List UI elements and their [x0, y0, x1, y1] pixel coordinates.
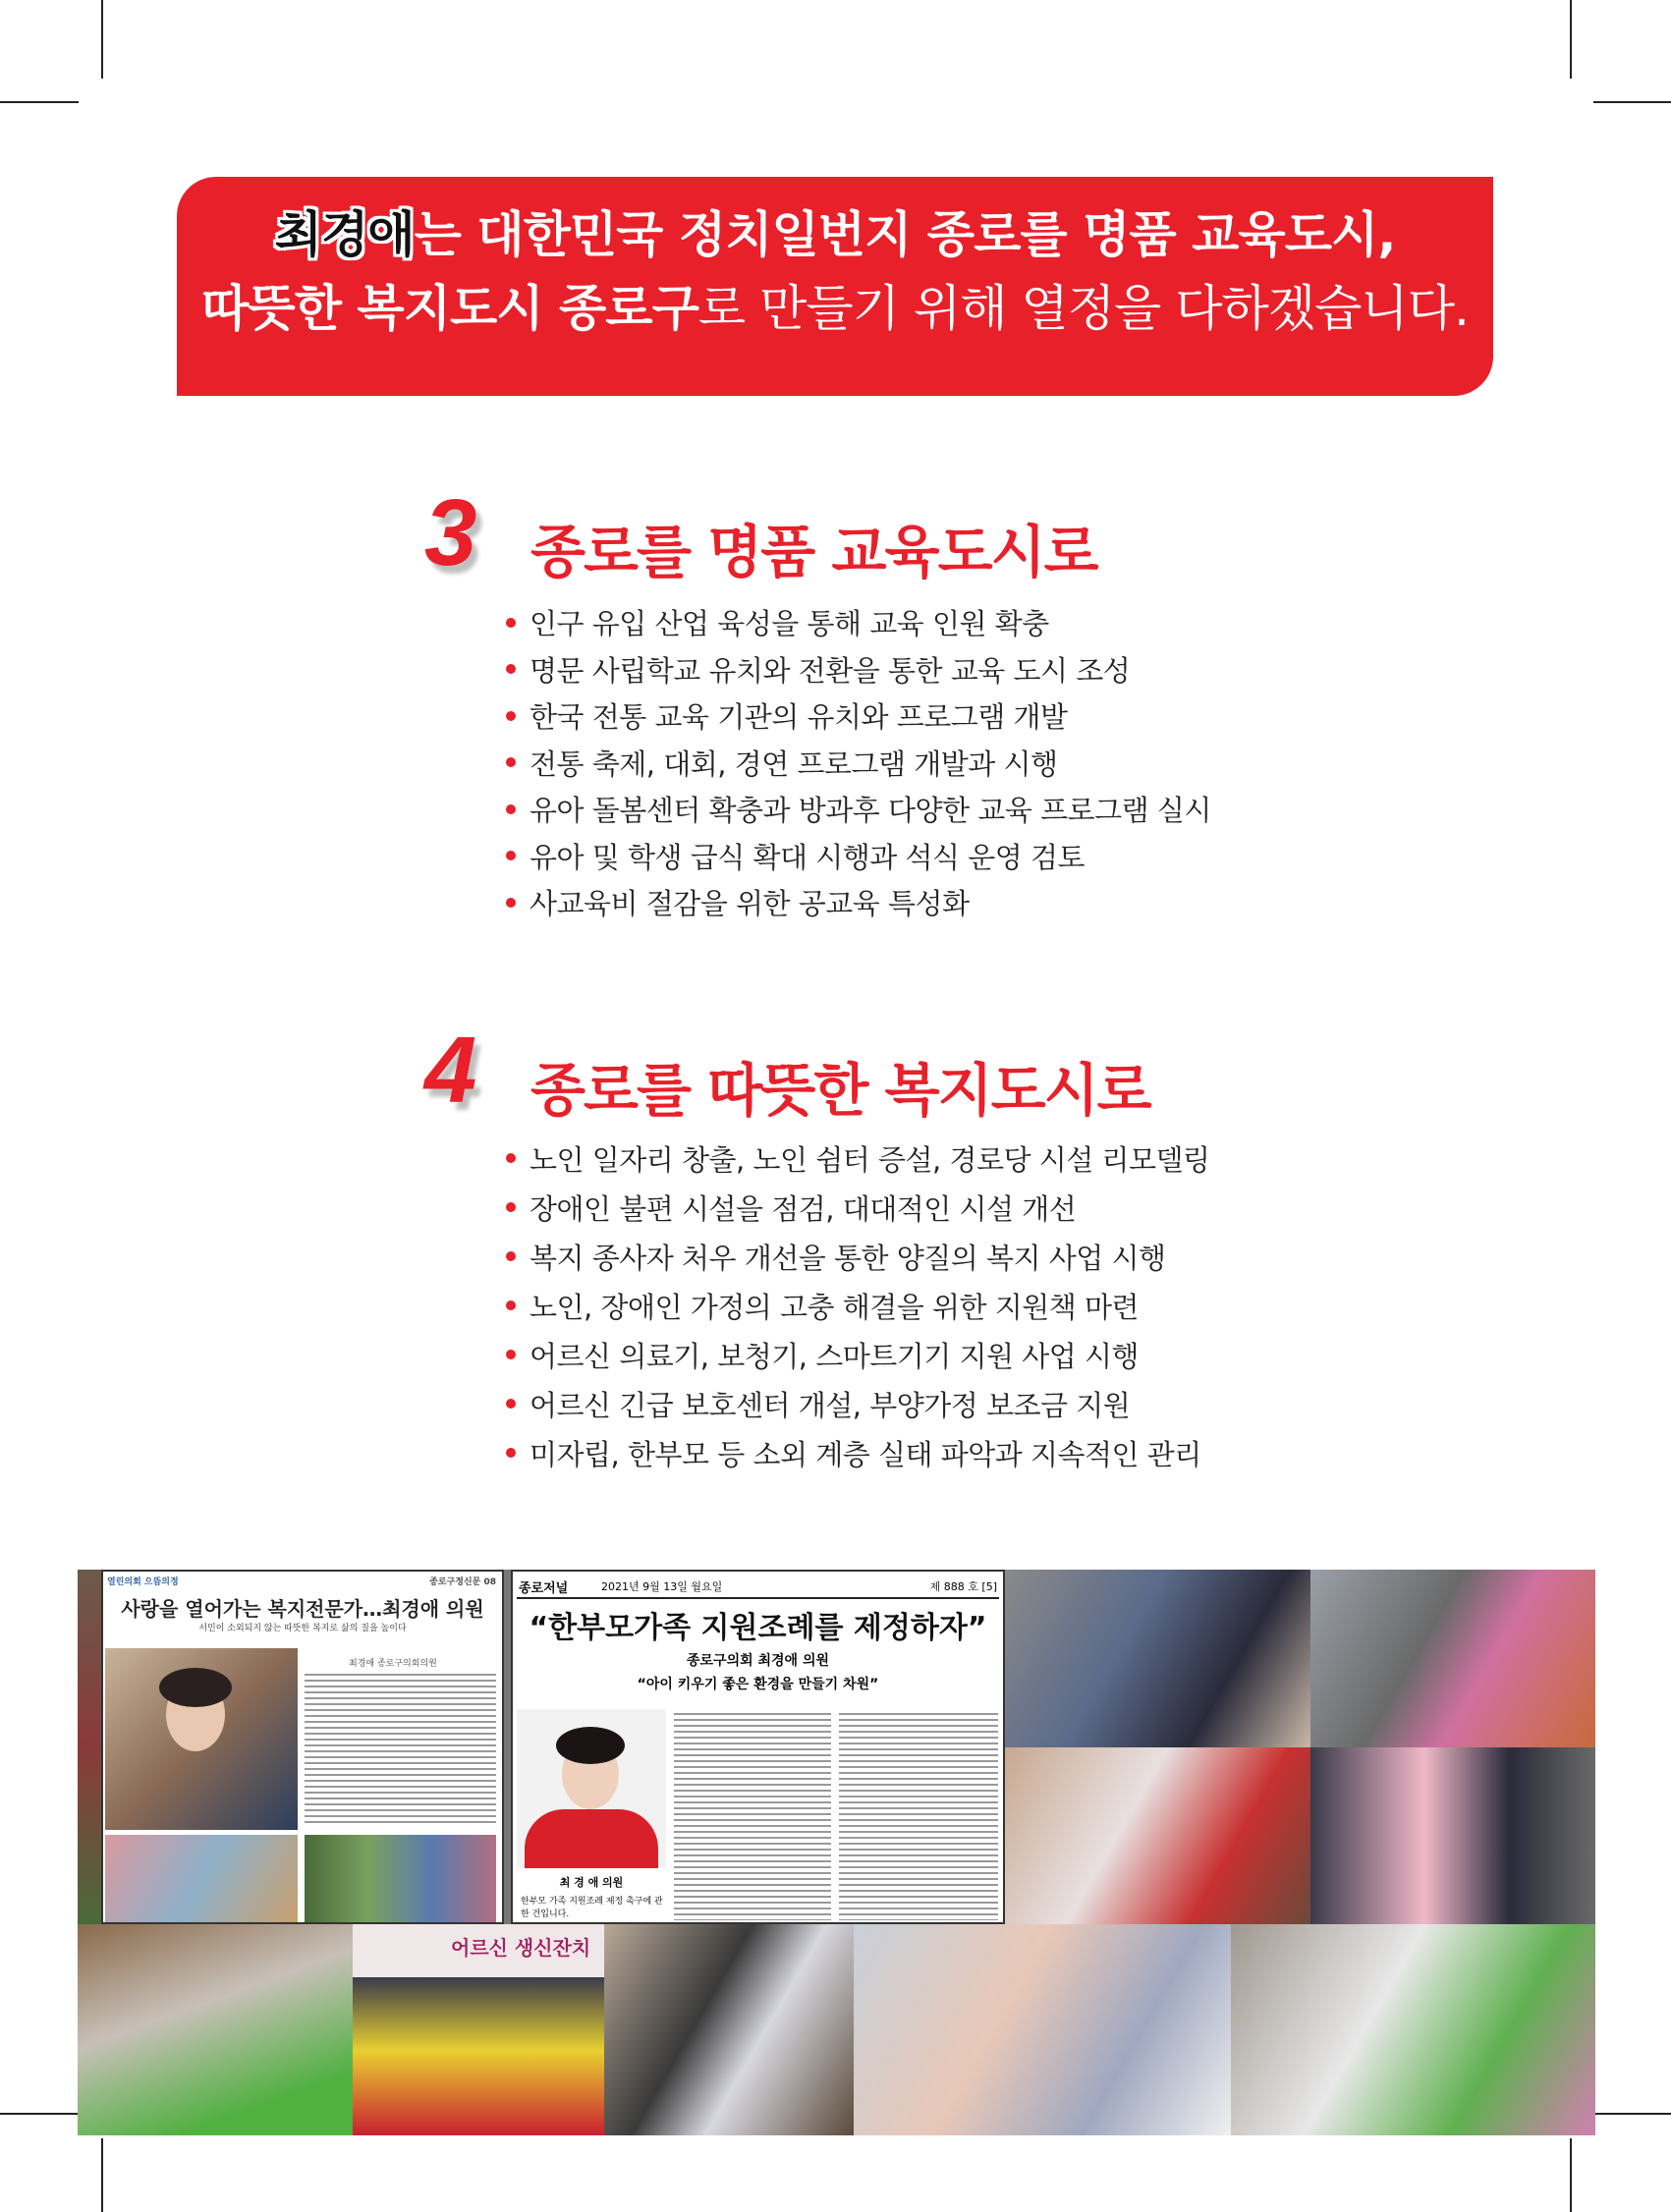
- pledge-list: [506, 1134, 1210, 1477]
- photo: [1310, 1570, 1595, 1747]
- newspaper-masthead: 열린의회 으뜸의정: [107, 1577, 179, 1587]
- photo-caption: 한부모 가족 지원조례 제정 촉구에 관한 건입니다.: [521, 1897, 663, 1919]
- bullet-icon: [506, 1251, 516, 1261]
- photo: [854, 1924, 1231, 2135]
- slogan-line1: 는 대한민국 정치일번지 종로를 명품 교육도시,: [414, 206, 1396, 263]
- photo: [78, 1924, 353, 2135]
- crop-mark: [1570, 2138, 1572, 2212]
- newspaper-clipping-1: [101, 1570, 504, 1924]
- bullet-icon: [506, 1300, 516, 1310]
- list-item: 장애인 불편 시설을 점검, 대대적인 시설 개선: [506, 1183, 1210, 1232]
- crop-mark: [1570, 0, 1572, 79]
- crop-mark: [0, 101, 79, 103]
- photo: [1231, 1924, 1595, 2135]
- newspaper-clipping-2: [511, 1570, 1005, 1924]
- photo: [1005, 1747, 1310, 1924]
- slogan-banner: [177, 177, 1493, 396]
- section-number: 3: [424, 480, 477, 585]
- bullet-icon: [506, 1350, 516, 1359]
- photo: [105, 1835, 298, 1923]
- bullet-icon: [506, 1399, 516, 1409]
- newspaper-headline: 사랑을 열어가는 복지전문가…최경애 의원: [121, 1597, 484, 1621]
- newspaper-subhead: 서민이 소외되지 않는 따뜻한 복지로 삶의 질을 높이다: [198, 1624, 407, 1633]
- bullet-icon: [506, 804, 516, 814]
- list-item: 어르신 의료기, 보청기, 스마트기기 지원 사업 시행: [506, 1330, 1210, 1379]
- list-item: 미자립, 한부모 등 소외 계층 실태 파악과 지속적인 관리: [506, 1428, 1210, 1477]
- portrait-photo: [517, 1709, 666, 1868]
- photo: [105, 1648, 298, 1830]
- bullet-icon: [506, 1202, 516, 1212]
- bullet-icon: [506, 664, 516, 674]
- section-title: 종로를 명품 교육도시로: [530, 519, 1097, 585]
- list-item: 어르신 긴급 보호센터 개설, 부양가정 보조금 지원: [506, 1379, 1210, 1428]
- list-item: 인구 유입 산업 육성을 통해 교육 인원 확충: [506, 599, 1211, 646]
- newspaper-subhead: “아이 키우기 좋은 환경을 만들기 차원”: [637, 1677, 879, 1692]
- photo-collage: [78, 1570, 1595, 2135]
- crop-mark: [101, 2138, 103, 2212]
- photo: [1005, 1570, 1310, 1747]
- photo: [353, 1924, 604, 2135]
- crop-mark: [1593, 101, 1671, 103]
- list-item: 유아 돌봄센터 확충과 방과후 다양한 교육 프로그램 실시: [506, 786, 1211, 833]
- candidate-name: 최경애: [274, 206, 415, 263]
- article-text: [839, 1709, 998, 1920]
- bullet-icon: [506, 851, 516, 860]
- newspaper-date: 2021년 9월 13일 월요일: [601, 1580, 723, 1593]
- list-item: 명문 사립학교 유치와 전환을 통한 교육 도시 조성: [506, 646, 1211, 693]
- newspaper-name: 종로구정신문 08: [429, 1577, 496, 1587]
- slogan-line2: 로 만들기 위해 열정을 다하겠습니다.: [697, 280, 1469, 337]
- newspaper-headline: “한부모가족 지원조례를 제정하자”: [529, 1611, 987, 1645]
- list-item: 사교육비 절감을 위한 공교육 특성화: [506, 879, 1211, 926]
- article-text: [674, 1709, 831, 1920]
- pledge-list: [506, 599, 1211, 926]
- bullet-icon: [506, 757, 516, 767]
- list-item: 유아 및 학생 급식 확대 시행과 석식 운영 검토: [506, 833, 1211, 880]
- photo: [604, 1924, 854, 2135]
- list-item: 복지 종사자 처우 개선을 통한 양질의 복지 사업 시행: [506, 1232, 1210, 1281]
- bullet-icon: [506, 618, 516, 628]
- bullet-icon: [506, 898, 516, 908]
- list-item: 전통 축제, 대회, 경연 프로그램 개발과 시행: [506, 740, 1211, 787]
- newspaper-subhead: 종로구의회 최경애 의원: [687, 1653, 829, 1669]
- crop-mark: [101, 0, 103, 79]
- photo: [305, 1835, 496, 1923]
- newspaper-issue: 제 888 호 [5]: [929, 1580, 997, 1593]
- section-title: 종로를 따뜻한 복지도시로: [530, 1057, 1150, 1124]
- photo: [78, 1570, 101, 1924]
- newspaper-byline: 최경애 종로구의회의원: [349, 1659, 437, 1669]
- crop-mark: [1593, 2113, 1671, 2115]
- slogan-line2-bold: 따뜻한 복지도시 종로구: [201, 280, 698, 337]
- article-text: [305, 1670, 496, 1827]
- list-item: 한국 전통 교육 기관의 유치와 프로그램 개발: [506, 692, 1211, 740]
- bullet-icon: [506, 711, 516, 721]
- photo-caption-name: 최 경 애 의원: [559, 1876, 624, 1889]
- photo: [1310, 1747, 1595, 1924]
- newspaper-masthead: 종로저널: [519, 1581, 569, 1596]
- section-number: 4: [424, 1018, 477, 1123]
- list-item: 노인, 장애인 가정의 고충 해결을 위한 지원책 마련: [506, 1281, 1210, 1330]
- list-item: 노인 일자리 창출, 노인 쉼터 증설, 경로당 시설 리모델링: [506, 1134, 1210, 1183]
- bullet-icon: [506, 1153, 516, 1163]
- photo-banner-text: 어르신 생신잔치: [451, 1936, 591, 1960]
- crop-mark: [0, 2113, 79, 2115]
- bullet-icon: [506, 1448, 516, 1458]
